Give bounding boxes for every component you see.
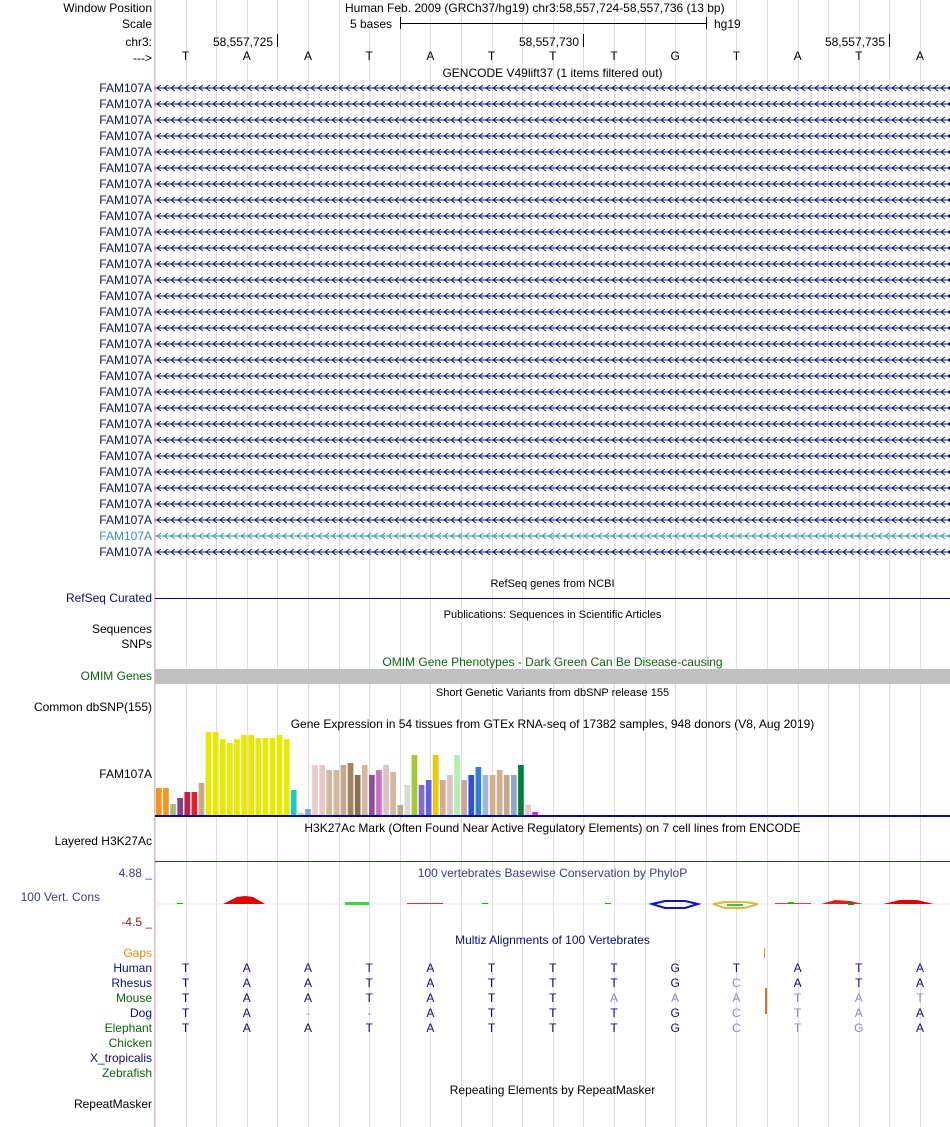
alignment-base: A	[732, 991, 741, 1005]
gene-track[interactable]	[155, 449, 950, 463]
gtex-bar[interactable]	[447, 775, 453, 815]
multiz-title: Multiz Alignments of 100 Vertebrates	[455, 933, 650, 947]
gene-track[interactable]	[155, 193, 950, 207]
alignment-base: T	[549, 961, 557, 975]
gaps-label: Gaps	[123, 946, 152, 960]
reference-base: A	[915, 49, 924, 63]
alignment-base: T	[793, 1021, 802, 1035]
gene-label[interactable]: FAM107A	[99, 225, 152, 239]
gtex-bar[interactable]	[412, 755, 418, 815]
alignment-base: T	[732, 961, 741, 975]
scale-bar	[400, 16, 707, 30]
gene-label[interactable]: FAM107A	[99, 97, 152, 111]
gtex-bar[interactable]	[348, 763, 354, 815]
alignment-base: G	[670, 961, 680, 975]
alignment-base: A	[242, 961, 251, 975]
gtex-bar[interactable]	[248, 735, 254, 815]
position-tick	[583, 34, 584, 47]
alignment-base: A	[915, 1021, 924, 1035]
alignment-base: T	[487, 976, 496, 990]
gene-label[interactable]: FAM107A	[99, 417, 152, 431]
gtex-bar[interactable]	[305, 809, 311, 815]
alignment-base: A	[242, 1021, 251, 1035]
gtex-bar[interactable]	[419, 785, 425, 815]
gtex-bar[interactable]	[383, 765, 389, 815]
reference-base: T	[549, 49, 557, 63]
gtex-bar[interactable]	[255, 738, 261, 815]
species-label[interactable]: X_tropicalis	[89, 1051, 152, 1065]
strand-label: --->	[133, 51, 152, 65]
gtex-bar[interactable]	[326, 770, 332, 815]
alignment-base: T	[916, 991, 924, 1005]
gene-label[interactable]: FAM107A	[99, 321, 152, 335]
alignment-base: T	[365, 991, 373, 1005]
alignment-base: T	[610, 976, 618, 990]
omim-title: OMIM Gene Phenotypes - Dark Green Can Be Disease-causing	[382, 655, 723, 669]
alignment-base: T	[610, 1006, 618, 1020]
gene-label[interactable]: FAM107A	[99, 449, 152, 463]
alignment-base: A	[426, 976, 435, 990]
gene-label[interactable]: FAM107A	[99, 129, 152, 143]
species-label[interactable]: Zebrafish	[101, 1066, 152, 1080]
gtex-bar[interactable]	[518, 765, 524, 815]
gene-label[interactable]: FAM107A	[99, 337, 152, 351]
gtex-bar[interactable]	[426, 780, 432, 815]
gtex-bar[interactable]	[334, 770, 340, 815]
gene-track[interactable]	[155, 177, 950, 191]
gtex-bar[interactable]	[376, 770, 382, 815]
alignment-base: T	[181, 1021, 190, 1035]
gene-label[interactable]: FAM107A	[99, 161, 152, 175]
dbsnp-label[interactable]: Common dbSNP(155)	[33, 700, 152, 714]
gtex-bar[interactable]	[461, 780, 467, 815]
gene-label[interactable]: FAM107A	[99, 481, 152, 495]
reference-base: T	[181, 49, 190, 63]
gtex-bar[interactable]	[355, 775, 361, 815]
publications-sequences-label[interactable]: Sequences	[91, 622, 152, 636]
species-label[interactable]: Human	[113, 961, 152, 975]
scale-text: 5 bases	[350, 17, 393, 31]
gene-track[interactable]	[155, 481, 950, 495]
gene-label[interactable]: FAM107A	[99, 401, 152, 415]
gtex-bar[interactable]	[405, 785, 411, 815]
alignment-base: T	[487, 1006, 496, 1020]
gene-label[interactable]: FAM107A	[99, 513, 152, 527]
gap-marker	[764, 948, 765, 958]
reference-base: A	[242, 49, 251, 63]
gtex-bar[interactable]	[319, 765, 325, 815]
gene-label[interactable]: FAM107A	[99, 369, 152, 383]
alignment-base: A	[915, 1006, 924, 1020]
gene-label[interactable]: FAM107A	[99, 81, 152, 95]
gtex-bar[interactable]	[483, 775, 489, 815]
alignment-base: A	[671, 991, 680, 1005]
gene-track[interactable]	[155, 545, 950, 559]
alignment-base: G	[670, 1021, 680, 1035]
gene-label[interactable]: FAM107A	[99, 385, 152, 399]
alignment-base: A	[242, 1006, 251, 1020]
alignment-base: A	[303, 1021, 312, 1035]
gene-track[interactable]	[155, 497, 950, 511]
position-label: 58,557,735	[824, 35, 885, 49]
gtex-bar[interactable]	[291, 790, 297, 815]
mouse-gap-marker	[765, 988, 767, 1014]
refseq-line[interactable]	[155, 598, 950, 599]
phylop-max-label: 4.88 _	[118, 866, 152, 880]
alignment-base: T	[549, 1021, 557, 1035]
reference-base: T	[365, 49, 373, 63]
track-labels	[0, 0, 152, 1127]
gene-track[interactable]	[155, 385, 950, 399]
refseq-title: RefSeq genes from NCBI	[490, 578, 615, 590]
gene-label[interactable]: FAM107A	[99, 497, 152, 511]
alignment-base: T	[793, 1006, 802, 1020]
h3k27ac-title: H3K27Ac Mark (Often Found Near Active Regulatory Elements) on 7 cell lines from ENCODE	[304, 821, 801, 835]
position-label: 58,557,725	[212, 35, 273, 49]
alignment-base: A	[915, 976, 924, 990]
gene-track[interactable]	[155, 353, 950, 367]
alignment-base: T	[365, 976, 373, 990]
alignment-base: A	[303, 961, 312, 975]
gene-track[interactable]	[155, 145, 950, 159]
reference-base: A	[793, 49, 802, 63]
gene-label[interactable]: FAM107A	[99, 545, 152, 559]
gtex-bar[interactable]	[241, 735, 247, 815]
assembly-label: hg19	[714, 17, 741, 31]
gene-label[interactable]: FAM107A	[99, 209, 152, 223]
alignment-base: A	[426, 961, 435, 975]
gtex-bar[interactable]	[277, 735, 283, 815]
gene-track[interactable]	[155, 225, 950, 239]
scale-label: Scale	[121, 17, 152, 31]
alignment-base: -	[306, 1006, 310, 1020]
alignment-base: T	[181, 976, 190, 990]
alignment-base: C	[732, 976, 741, 990]
gene-label[interactable]: FAM107A	[99, 257, 152, 271]
reference-base: A	[303, 49, 312, 63]
phylop-label[interactable]: 100 Vert. Cons	[20, 890, 100, 904]
gtex-bar[interactable]	[270, 738, 276, 815]
alignment-base: T	[855, 976, 863, 990]
gtex-bar-chart[interactable]	[155, 731, 950, 817]
gene-track[interactable]	[155, 369, 950, 383]
gtex-bar[interactable]	[220, 739, 226, 815]
gtex-bar[interactable]	[397, 805, 403, 815]
alignment-base: T	[365, 961, 373, 975]
alignment-base: T	[181, 1006, 190, 1020]
alignment-base: T	[549, 976, 557, 990]
gtex-bar[interactable]	[192, 792, 198, 815]
gene-track[interactable]	[155, 417, 950, 431]
reference-base: T	[855, 49, 863, 63]
gtex-label[interactable]: FAM107A	[99, 767, 152, 781]
species-label[interactable]: Dog	[129, 1006, 152, 1020]
alignment-base: T	[610, 961, 618, 975]
gtex-bar[interactable]	[184, 792, 190, 815]
alignment-base: A	[793, 961, 802, 975]
gtex-bar[interactable]	[468, 775, 474, 815]
alignment-base: T	[487, 1021, 496, 1035]
alignment-base: T	[181, 961, 190, 975]
alignment-base: T	[487, 961, 496, 975]
position-tick	[277, 34, 278, 47]
gene-track[interactable]	[155, 321, 950, 335]
gtex-bar[interactable]	[177, 798, 183, 815]
gtex-bar[interactable]	[476, 767, 482, 815]
h3k27ac-label[interactable]: Layered H3K27Ac	[54, 834, 152, 848]
alignment-base: T	[610, 1021, 618, 1035]
gene-track[interactable]	[155, 257, 950, 271]
position-label: 58,557,730	[518, 35, 579, 49]
gene-track[interactable]	[155, 113, 950, 127]
gtex-bar[interactable]	[156, 788, 162, 815]
gtex-bar[interactable]	[312, 765, 318, 815]
alignment-base: A	[242, 976, 251, 990]
gene-track[interactable]	[155, 529, 950, 543]
gtex-bar[interactable]	[511, 775, 517, 815]
gtex-bar[interactable]	[504, 775, 510, 815]
gene-label[interactable]: FAM107A	[99, 289, 152, 303]
alignment-base: A	[303, 991, 312, 1005]
gtex-bar[interactable]	[206, 732, 212, 815]
alignment-base: A	[854, 991, 863, 1005]
species-label[interactable]: Chicken	[108, 1036, 152, 1050]
gene-label[interactable]: FAM107A	[99, 177, 152, 191]
gene-label[interactable]: FAM107A	[99, 145, 152, 159]
gene-label[interactable]: FAM107A	[99, 193, 152, 207]
alignment-base: T	[549, 991, 557, 1005]
gene-track[interactable]	[155, 337, 950, 351]
gene-track[interactable]	[155, 289, 950, 303]
gtex-bar[interactable]	[525, 805, 531, 815]
alignment-base: G	[854, 1021, 864, 1035]
alignment-base: A	[426, 1021, 435, 1035]
publications-snps-label[interactable]: SNPs	[121, 637, 152, 651]
gtex-bar[interactable]	[390, 772, 396, 815]
gtex-bar[interactable]	[213, 732, 219, 815]
phylop-title: 100 vertebrates Basewise Conservation by PhyloP	[417, 866, 688, 880]
publications-title: Publications: Sequences in Scientific Articles	[443, 609, 662, 621]
alignment-base: A	[303, 976, 312, 990]
omim-bar[interactable]	[155, 669, 950, 684]
dbsnp-title: Short Genetic Variants from dbSNP release 155	[435, 687, 670, 699]
window-position-value: Human Feb. 2009 (GRCh37/hg19) chr3:58,557,724-58,557,736 (13 bp)	[345, 1, 725, 15]
alignment-base: A	[793, 976, 802, 990]
repeatmasker-title: Repeating Elements by RepeatMasker	[449, 1083, 656, 1097]
gene-label[interactable]: FAM107A	[99, 305, 152, 319]
gene-label[interactable]: FAM107A	[99, 241, 152, 255]
gene-track[interactable]	[155, 241, 950, 255]
gtex-bar[interactable]	[234, 739, 240, 815]
alignment-base: T	[549, 1006, 557, 1020]
reference-base: T	[610, 49, 618, 63]
phylop-wiggle[interactable]	[155, 890, 950, 920]
alignment-base: A	[854, 1006, 863, 1020]
gtex-bar[interactable]	[341, 765, 347, 815]
gtex-bar[interactable]	[298, 813, 304, 815]
species-label[interactable]: Mouse	[115, 991, 152, 1005]
window-position-label: Window Position	[63, 1, 152, 15]
alignment-base: T	[487, 991, 496, 1005]
repeatmasker-label[interactable]: RepeatMasker	[73, 1097, 152, 1111]
gene-label[interactable]: FAM107A	[99, 433, 152, 447]
gtex-bar[interactable]	[362, 765, 368, 815]
gene-track[interactable]	[155, 209, 950, 223]
gene-label[interactable]: FAM107A	[99, 353, 152, 367]
gtex-bar[interactable]	[227, 743, 233, 815]
alignment-base: G	[670, 976, 680, 990]
gtex-bar[interactable]	[490, 775, 496, 815]
gencode-title: GENCODE V49lift37 (1 items filtered out)	[442, 66, 663, 80]
gene-track[interactable]	[155, 433, 950, 447]
species-label[interactable]: Elephant	[104, 1021, 152, 1035]
reference-base: T	[732, 49, 741, 63]
reference-base: A	[426, 49, 435, 63]
gene-track[interactable]	[155, 273, 950, 287]
reference-base: G	[670, 49, 680, 63]
alignment-base: G	[670, 1006, 680, 1020]
gtex-bar[interactable]	[263, 738, 269, 815]
gtex-bar[interactable]	[199, 783, 205, 815]
gtex-bar[interactable]	[170, 804, 176, 815]
position-tick	[889, 34, 890, 47]
omim-label[interactable]: OMIM Genes	[80, 669, 152, 683]
alignment-base: A	[915, 961, 924, 975]
alignment-base: T	[181, 991, 190, 1005]
gtex-bar[interactable]	[532, 812, 538, 815]
gtex-bar[interactable]	[454, 755, 460, 815]
gene-track[interactable]	[155, 81, 950, 95]
gtex-bar[interactable]	[369, 775, 375, 815]
gene-label[interactable]: FAM107A	[99, 529, 152, 543]
refseq-label[interactable]: RefSeq Curated	[65, 591, 152, 605]
alignment-base: T	[855, 961, 863, 975]
species-label[interactable]: Rhesus	[111, 976, 152, 990]
gtex-bar[interactable]	[163, 788, 169, 815]
alignment-base: A	[426, 1006, 435, 1020]
track-image[interactable]	[155, 0, 950, 1127]
alignment-base: A	[242, 991, 251, 1005]
alignment-base: C	[732, 1006, 741, 1020]
gtex-bar[interactable]	[433, 755, 439, 815]
alignment-base: C	[732, 1021, 741, 1035]
gene-label[interactable]: FAM107A	[99, 273, 152, 287]
gene-track[interactable]	[155, 465, 950, 479]
gtex-title: Gene Expression in 54 tissues from GTEx RNA-seq of 17382 samples, 948 donors (V8, Aug 2019)	[290, 717, 815, 731]
alignment-base: A	[426, 991, 435, 1005]
chrom-label: chr3:	[125, 35, 152, 49]
gtex-bar[interactable]	[440, 780, 446, 815]
gene-track[interactable]	[155, 305, 950, 319]
gene-track[interactable]	[155, 401, 950, 415]
gtex-bar[interactable]	[284, 739, 290, 815]
gtex-bar[interactable]	[497, 770, 503, 815]
alignment-base: T	[365, 1021, 373, 1035]
reference-base: T	[487, 49, 496, 63]
alignment-base: -	[367, 1006, 372, 1020]
h3k27ac-baseline	[155, 861, 950, 862]
gene-label[interactable]: FAM107A	[99, 113, 152, 127]
alignment-base: T	[793, 991, 802, 1005]
gene-label[interactable]: FAM107A	[99, 465, 152, 479]
gene-track[interactable]	[155, 129, 950, 143]
gene-track[interactable]	[155, 513, 950, 527]
gene-track[interactable]	[155, 97, 950, 111]
alignment-base: A	[609, 991, 618, 1005]
phylop-min-label: -4.5 _	[121, 915, 152, 929]
gene-track[interactable]	[155, 161, 950, 175]
